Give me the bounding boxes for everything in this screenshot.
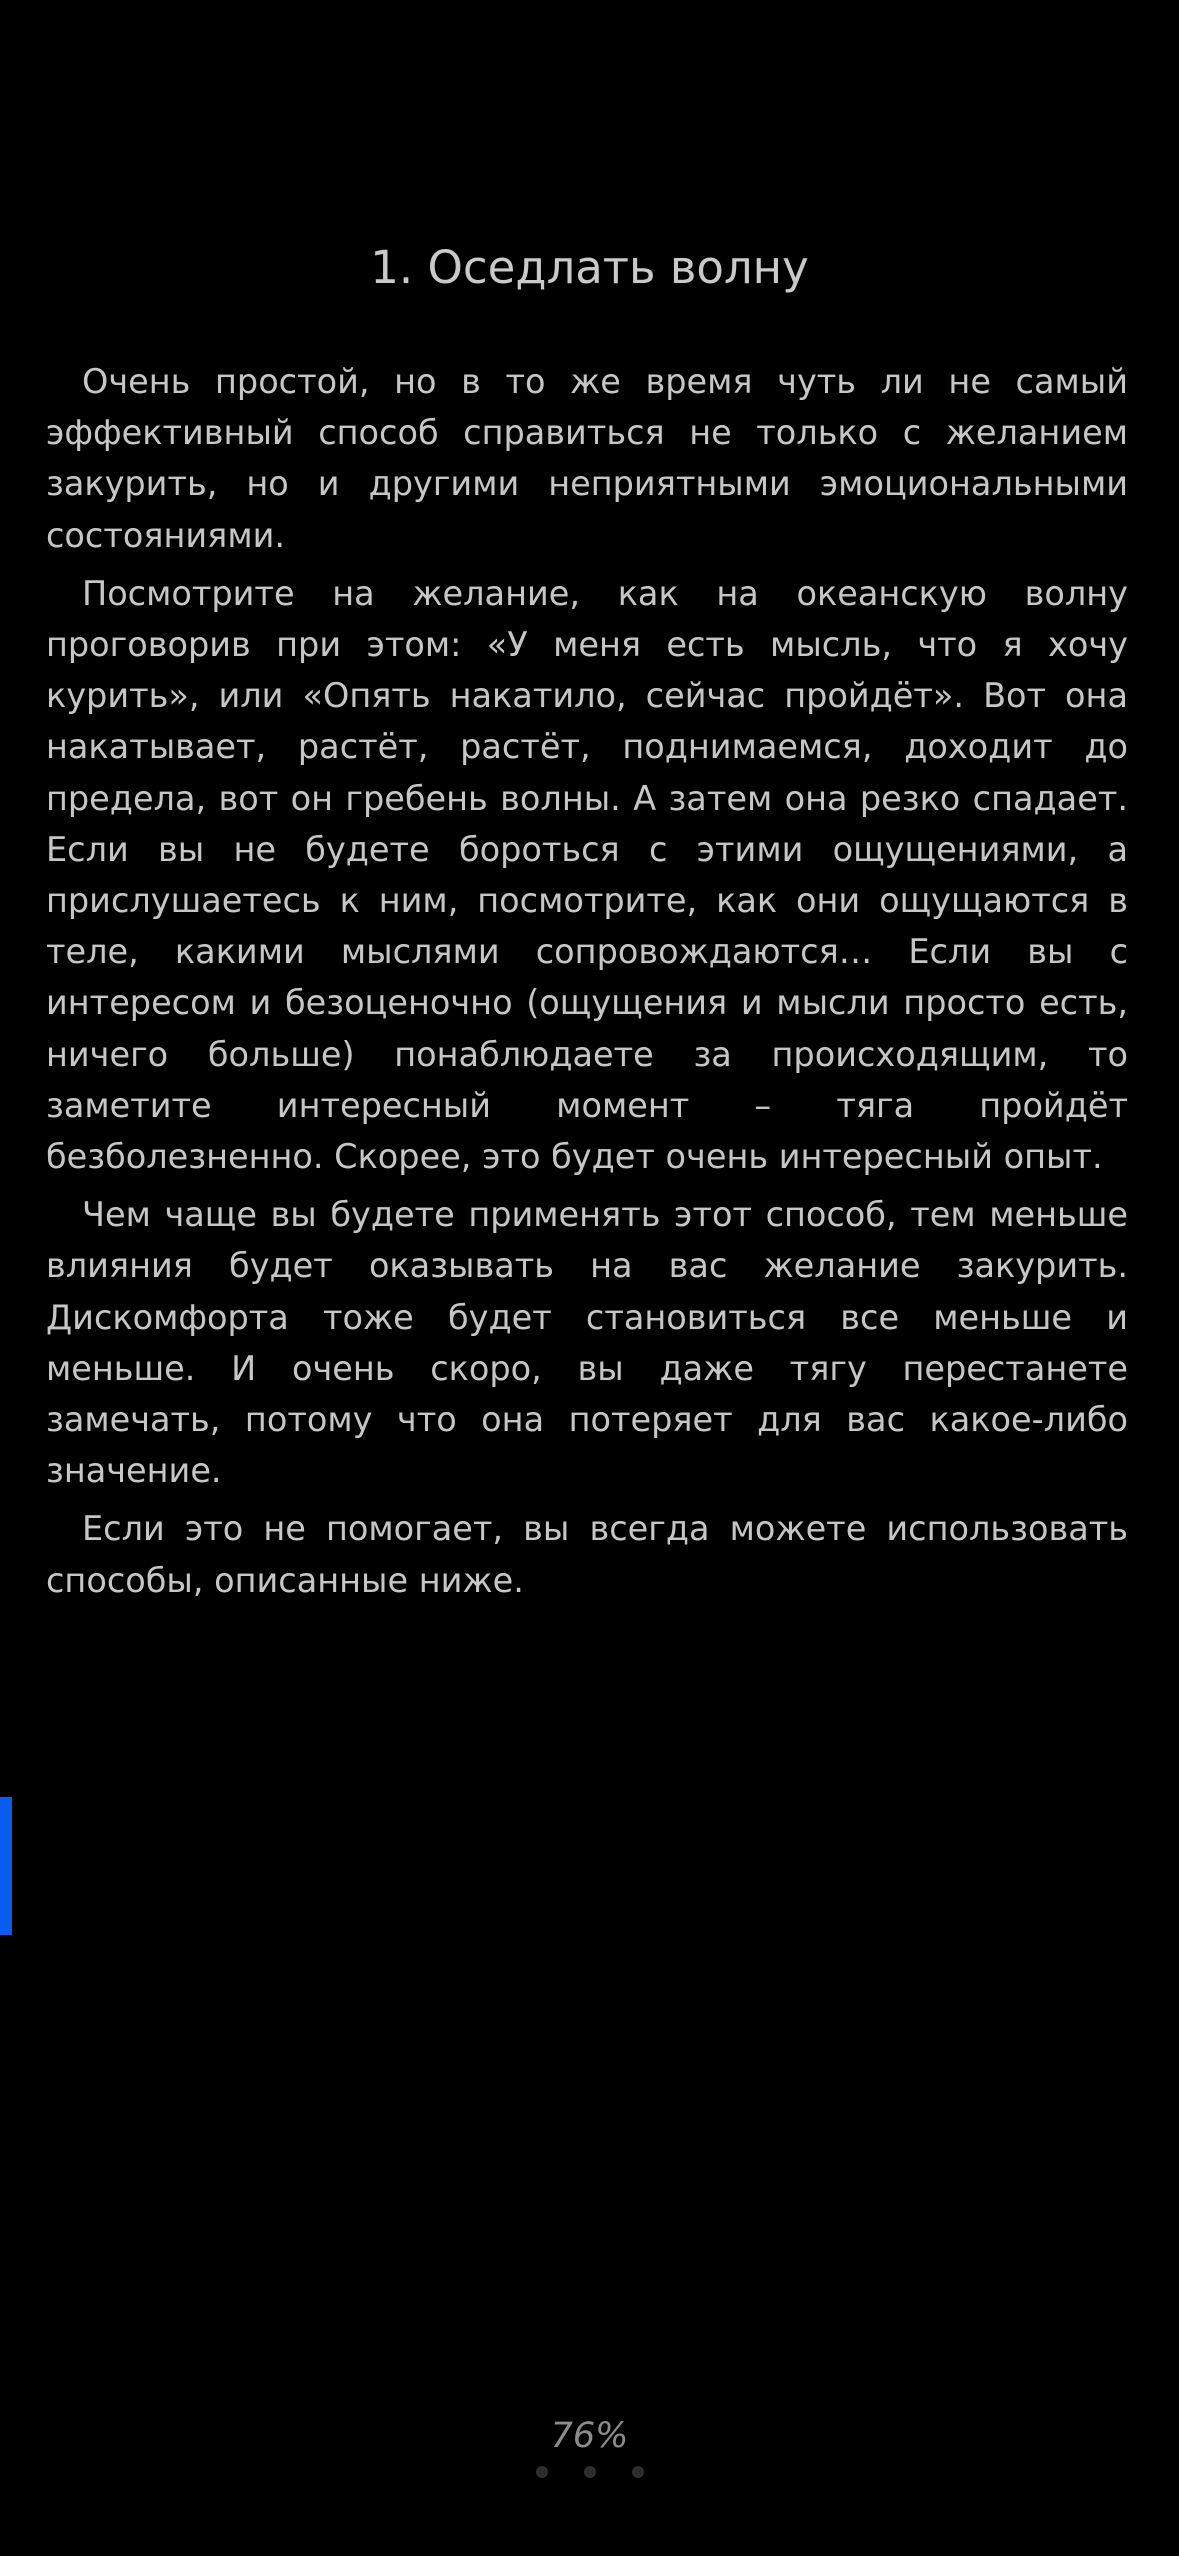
- page-dot[interactable]: [536, 2466, 548, 2478]
- page-dot[interactable]: [584, 2466, 596, 2478]
- page-dots-indicator[interactable]: [0, 2466, 1179, 2480]
- reading-progress-label: 76%: [550, 2416, 629, 2456]
- paragraph: Посмотрите на желание, как на океанскую волну проговорив при этом: «У меня есть мысль, что я хочу курить», или «Опять накатило, сейчас пройдёт». Вот она накатывает, растёт, растёт, поднимаемся, доходит до предела, вот он гребень волны. А затем она резко спадает. Если вы не будете бороться с этими ощущениями, а прислушаетесь к ним, посмотрите, как они ощущаются в теле, какими мыслями сопровождаются… Если вы с интересом и безоценочно (ощущения и мысли просто есть, ничего больше) понаблюдаете за происходящим, то заметите интересный момент – тяга пройдёт безболезненно. Скорее, это будет очень интересный опыт.: [46, 573, 1128, 1177]
- paragraph: Чем чаще вы будете применять этот способ, тем меньше влияния будет оказывать на вас желание закурить. Дискомфорта тоже будет становиться все меньше и меньше. И очень скоро, вы даже тягу перестанете замечать, потому что она потеряет для вас какое-либо значение.: [46, 1195, 1128, 1491]
- chapter-title: 1. Оседлать волну: [370, 241, 809, 294]
- page-dot[interactable]: [632, 2466, 644, 2478]
- paragraph: Если это не помогает, вы всегда можете использовать способы, описанные ниже.: [46, 1509, 1128, 1600]
- chapter-body: [46, 356, 1128, 1613]
- paragraph: Очень простой, но в то же время чуть ли не самый эффективный способ справиться не только с желанием закурить, но и другими неприятными эмоциональными состояниями.: [46, 362, 1128, 555]
- side-scroll-handle[interactable]: [0, 1797, 12, 1935]
